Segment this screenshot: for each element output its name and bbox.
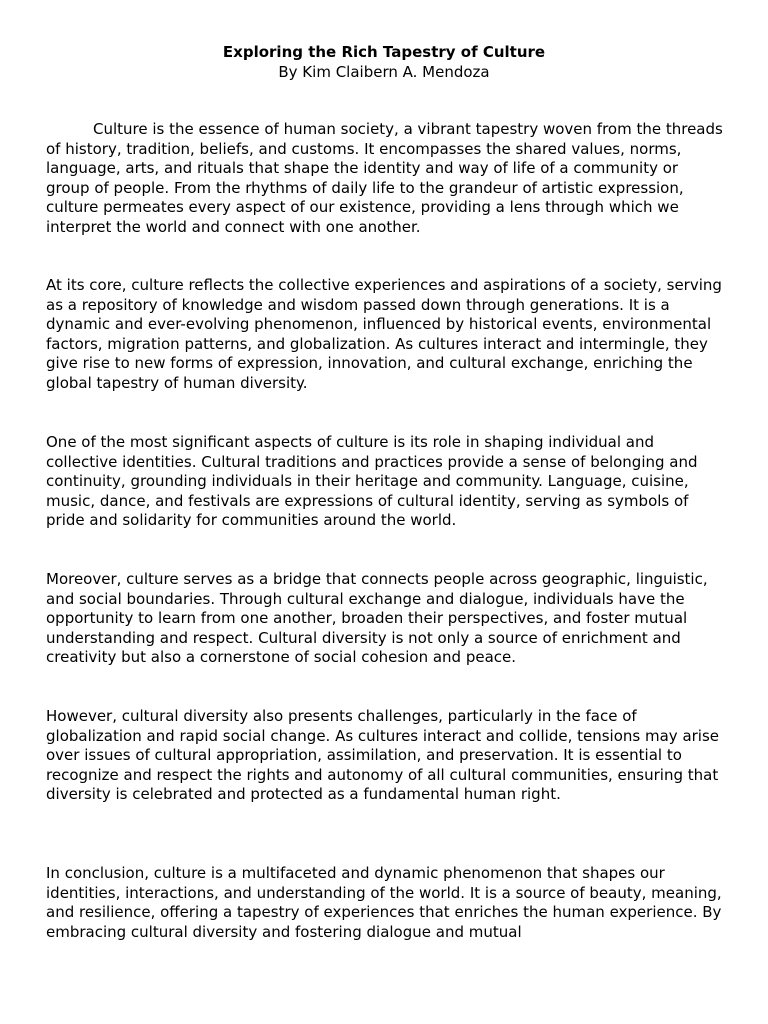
document-title: Exploring the Rich Tapestry of Culture [222, 43, 546, 61]
paragraph-challenges: However, cultural diversity also presents challenges, particularly in the face of globalization and rapid social change. As cultures interact and collide, tensions may arise over issues of cultural appropriation, assimilation, and preservation. It is essential to recognize and respect the rights and autonomy of all cultural communities, ensuring that diversity is celebrated and protected as a fundamental human right. [46, 707, 720, 803]
paragraph-intro: Culture is the essence of human society, a vibrant tapestry woven from the threads of history, tradition, beliefs, and customs. It encompasses the shared values, norms, language, arts, and rituals that shape the identity and way of life of a community or group of people. From the rhythms of daily life to the grandeur of artistic expression, culture permeates every aspect of our existence, providing a lens through which we interpret the world and connect with one another. [46, 120, 723, 236]
paragraph-identity: One of the most significant aspects of culture is its role in shaping individual and collective identities. Cultural traditions and practices provide a sense of belonging and continuity, grounding individuals in their heritage and community. Language, cuisine, music, dance, and festivals are expressions of cultural identity, serving as symbols of pride and solidarity for communities around the world. [46, 433, 698, 529]
paragraph-conclusion: In conclusion, culture is a multifaceted and dynamic phenomenon that shapes our identities, interactions, and understanding of the world. It is a source of beauty, meaning, and resilience, offering a tapestry of experiences that enriches the human experience. By embracing cultural diversity and fostering dialogue and mutual [46, 864, 722, 941]
paragraph-bridge: Moreover, culture serves as a bridge that connects people across geographic, linguistic, and social boundaries. Through cultural exchange and dialogue, individuals have the opportunity to learn from one another, broaden their perspectives, and foster mutual understanding and respect. Cultural diversity is not only a source of enrichment and creativity but also a cornerstone of social cohesion and peace. [46, 570, 708, 666]
document-author: By Kim Claibern A. Mendoza [278, 63, 490, 81]
paragraph-core: At its core, culture reflects the collective experiences and aspirations of a society, serving as a repository of knowledge and wisdom passed down through generations. It is a dynamic and ever-evolving phenomenon, influenced by historical events, environmental factors, migration patterns, and globalization. As cultures interact and intermingle, they give rise to new forms of expression, innovation, and cultural exchange, enriching the global tapestry of human diversity. [46, 276, 722, 392]
